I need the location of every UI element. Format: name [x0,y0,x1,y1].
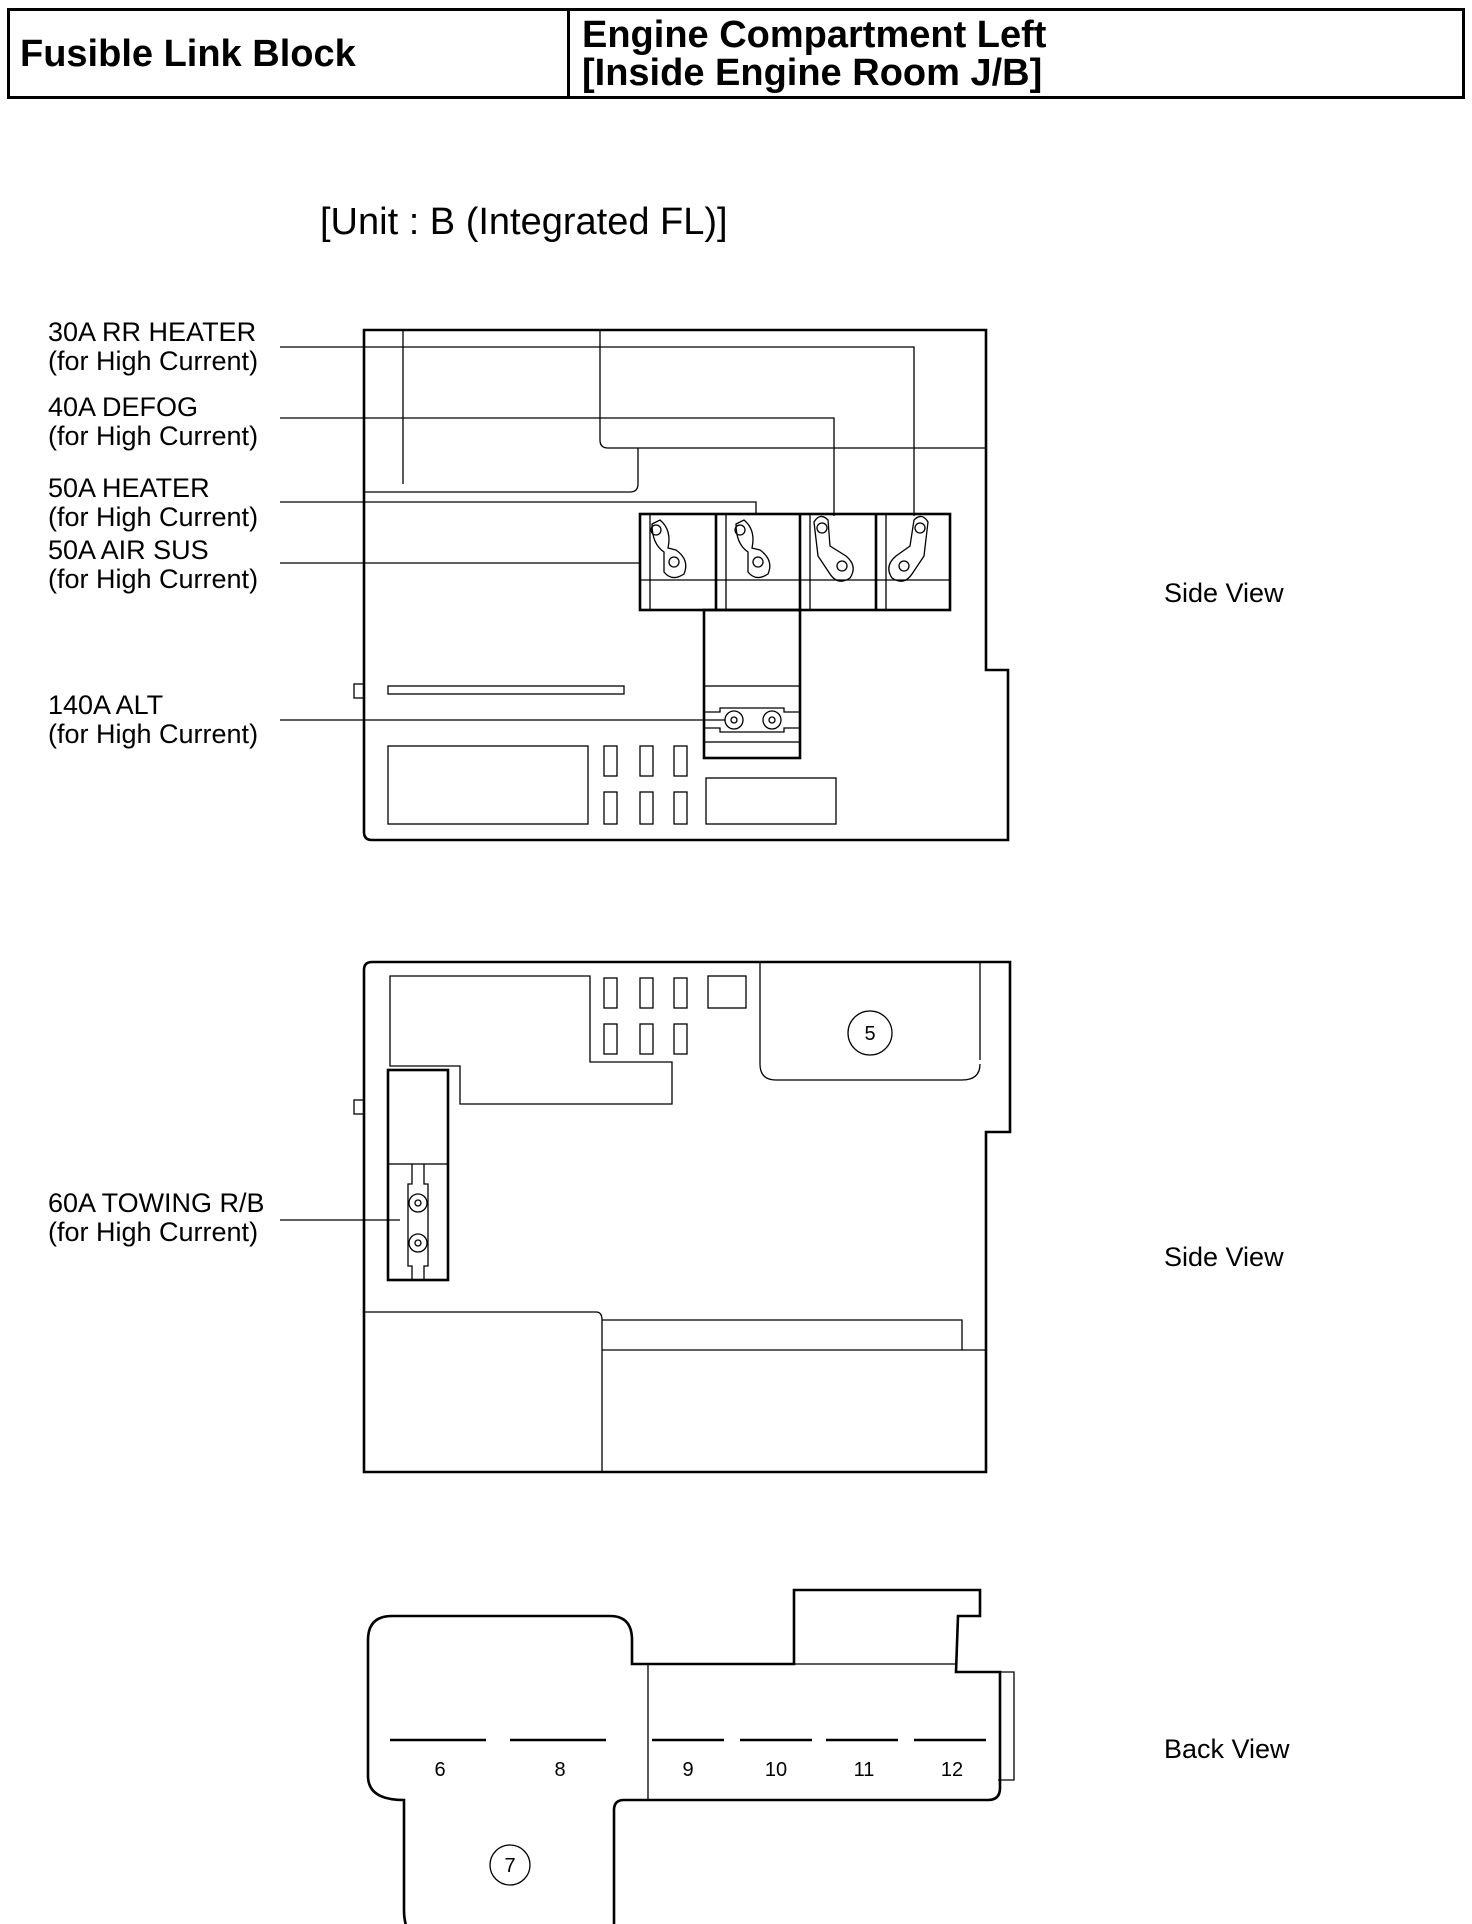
fuse-name: 40A DEFOG [48,392,199,422]
fuse-sub: (for High Current) [48,1217,259,1247]
fuse-sub: (for High Current) [48,346,259,376]
connector-5-label: 5 [864,1023,876,1045]
fuse-name: 140A ALT [48,690,164,720]
header-right-title-line2: [Inside Engine Room J/B] [582,51,1043,94]
side-view-label-2: Side View [1164,1242,1284,1272]
side-view-label-1: Side View [1164,578,1284,608]
connector-6-label: 6 [434,1759,446,1781]
back-view-drawing [368,1590,1014,1924]
connector-10-label: 10 [764,1759,788,1781]
fuse-name: 60A TOWING R/B [48,1188,265,1218]
back-view-label: Back View [1164,1734,1290,1764]
fuse-label-50a-air-sus [48,536,258,594]
fuse-label-30a-rr-heater [48,318,258,376]
header-left-title: Fusible Link Block [20,32,356,75]
side-view-1-drawing [280,330,1008,840]
connector-12-label: 12 [940,1759,964,1781]
fuse-sub: (for High Current) [48,421,259,451]
connector-7-label: 7 [504,1855,516,1877]
fuse-name: 30A RR HEATER [48,317,257,347]
fuse-label-40a-defog [48,393,258,451]
side-view-2-drawing [280,962,1010,1472]
fuse-name: 50A AIR SUS [48,535,209,565]
fuse-sub: (for High Current) [48,719,259,749]
fuse-label-140a-alt [48,691,258,749]
connector-9-label: 9 [682,1759,694,1781]
fuse-label-50a-heater [48,474,258,532]
connector-11-label: 11 [853,1759,875,1781]
connector-8-label: 8 [554,1759,566,1781]
fuse-sub: (for High Current) [48,502,259,532]
fuse-sub: (for High Current) [48,564,259,594]
unit-title: [Unit : B (Integrated FL)] [320,201,728,243]
fuse-label-60a-towing-rb [48,1189,265,1247]
fuse-name: 50A HEATER [48,473,210,503]
header-right-title-line1: Engine Compartment Left [582,13,1047,56]
